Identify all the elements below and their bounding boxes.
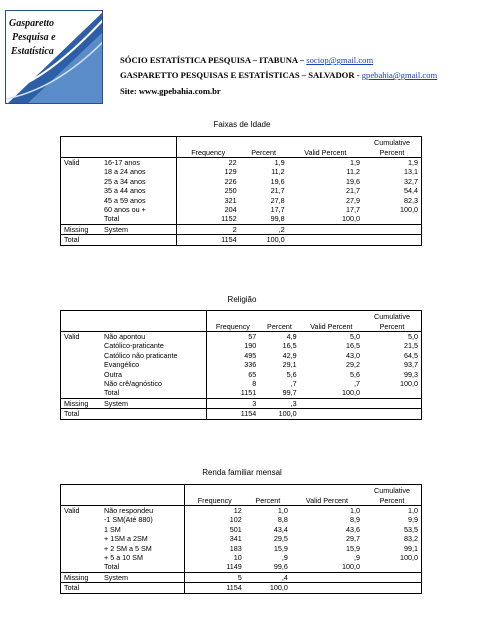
- table-cell: 100,0: [342, 388, 360, 398]
- table-cell: Valid: [64, 332, 80, 341]
- table-cell: 501: [184, 525, 245, 534]
- table-cell: 1,0: [408, 506, 418, 515]
- table-cell: [288, 224, 363, 234]
- table-cell: 99,8: [270, 214, 285, 224]
- table-cell: 29,5: [273, 534, 288, 544]
- table-row: [61, 379, 422, 388]
- table-row: [61, 186, 422, 195]
- table-cell: 100,0: [259, 409, 299, 419]
- table-row: [61, 205, 422, 214]
- table-cell: 11,2: [346, 167, 360, 177]
- table-row: [61, 214, 422, 224]
- table-cell: [363, 562, 422, 572]
- table-row: [61, 167, 422, 176]
- column-header: Percent: [259, 311, 299, 332]
- table-title-religiao: Religião: [227, 295, 257, 304]
- table-cell: [363, 572, 422, 582]
- table-cell: 1154: [184, 583, 245, 593]
- table-idade: [60, 136, 422, 246]
- table-cell: Não apontou: [104, 332, 146, 341]
- header-email-1[interactable]: sociop@gmail.com: [306, 55, 374, 65]
- table-cell: [101, 583, 184, 593]
- table-row: [61, 235, 422, 245]
- column-header: Percent: [245, 485, 291, 506]
- logo-line3: Estatística: [11, 46, 54, 57]
- table-cell: 226: [176, 177, 239, 186]
- table-cell: [291, 583, 363, 593]
- table-cell: [61, 525, 102, 534]
- table-cell: 15,9: [346, 543, 360, 553]
- table-row: [61, 553, 422, 562]
- table-cell: [101, 235, 176, 245]
- table-cell: 100,0: [400, 379, 418, 389]
- table-cell: 99,6: [273, 562, 288, 572]
- table-cell: 17,7: [346, 205, 360, 215]
- table-cell: Não respondeu: [104, 506, 154, 515]
- table-cell: [300, 409, 363, 419]
- table-cell: 29,7: [346, 534, 360, 544]
- table-cell: 11,2: [271, 167, 285, 177]
- table-cell: 3: [206, 398, 259, 408]
- table-cell: 93,7: [404, 360, 418, 370]
- table-cell: 16-17 anos: [104, 158, 140, 167]
- table-cell: + 1SM a 2SM: [104, 534, 148, 544]
- column-header: Percent: [240, 137, 288, 158]
- table-cell: [61, 214, 102, 224]
- table-cell: 21,5: [404, 341, 418, 351]
- header-blank: [61, 137, 177, 158]
- table-cell: [363, 224, 422, 234]
- table-cell: [300, 398, 363, 408]
- table-cell: [363, 583, 422, 593]
- table-cell: ,3: [259, 398, 299, 408]
- table-cell: [288, 235, 363, 245]
- table-cell: [101, 409, 206, 419]
- table-cell: 129: [176, 167, 239, 176]
- table-row: [61, 506, 422, 516]
- table-cell: 16,5: [282, 341, 297, 351]
- table-cell: [363, 388, 422, 398]
- table-row: [61, 370, 422, 379]
- table-cell: [61, 167, 102, 176]
- table-cell: 29,2: [346, 360, 360, 370]
- table-row: [61, 544, 422, 553]
- header-blank: [61, 311, 207, 332]
- table-cell: Católico-praticante: [104, 341, 164, 351]
- table-cell: 190: [206, 341, 259, 350]
- table-cell: Total: [104, 214, 120, 224]
- column-header: Cumulative Percent: [363, 137, 422, 158]
- table-cell: [61, 196, 102, 205]
- table-cell: 21,7: [346, 186, 360, 196]
- table-cell: [363, 409, 422, 419]
- table-row: [61, 562, 422, 572]
- table-cell: 17,7: [270, 205, 285, 215]
- table-cell: 29,1: [282, 360, 297, 370]
- table-cell: 82,3: [404, 195, 418, 205]
- table-cell: 19,6: [346, 176, 360, 186]
- table-cell: System: [101, 572, 184, 582]
- table-cell: 495: [206, 351, 259, 360]
- table-cell: [363, 398, 422, 408]
- table-cell: [61, 544, 102, 553]
- table-cell: ,2: [240, 224, 288, 234]
- table-cell: Total: [104, 388, 120, 398]
- column-header: Frequency: [184, 485, 245, 506]
- table-cell: 99,7: [282, 388, 297, 398]
- table-cell: 18 a 24 anos: [104, 167, 146, 177]
- column-header: Frequency: [206, 311, 259, 332]
- table-cell: 204: [176, 205, 239, 214]
- table-cell: 100,0: [240, 235, 288, 245]
- table-cell: 65: [206, 370, 259, 379]
- table-cell: ,9: [354, 553, 360, 563]
- table-cell: ,7: [290, 379, 297, 389]
- table-cell: 43,0: [346, 350, 360, 360]
- table-cell: 100,0: [245, 583, 291, 593]
- table-row: [61, 177, 422, 186]
- header-line2-text: GASPARETTO PESQUISAS E ESTATÍSTICAS – SALVADOR -: [120, 70, 360, 80]
- table-cell: 100,0: [400, 205, 418, 215]
- table-cell: Outra: [104, 369, 122, 379]
- table-cell: 5: [184, 572, 245, 582]
- table-cell: 2: [176, 224, 239, 234]
- table-cell: 10: [184, 553, 245, 562]
- table-row: [61, 583, 422, 593]
- table-cell: 1152: [176, 214, 239, 224]
- table-cell: 21,7: [270, 186, 285, 196]
- table-cell: 1154: [176, 235, 239, 245]
- table-cell: [61, 370, 102, 379]
- table-cell: [363, 214, 422, 224]
- header-blank: [61, 485, 185, 506]
- table-cell: 1,9: [408, 158, 418, 167]
- table-cell: 1151: [206, 388, 259, 398]
- table-header-row: [61, 137, 422, 158]
- table-religiao: [60, 310, 422, 420]
- table-row: [61, 341, 422, 350]
- table-cell: 8,9: [350, 515, 360, 525]
- table-cell: 5,6: [350, 369, 360, 379]
- table-cell: Total: [61, 235, 102, 245]
- table-cell: 321: [176, 196, 239, 205]
- table-cell: 100,0: [342, 562, 360, 572]
- header-line1-text: SÓCIO ESTATÍSTICA PESQUISA – ITABUNA –: [120, 55, 305, 65]
- table-cell: 8: [206, 379, 259, 388]
- table-cell: 4,9: [286, 332, 297, 341]
- company-logo: [5, 10, 103, 104]
- table-cell: 27,9: [346, 195, 360, 205]
- table-row: [61, 409, 422, 419]
- table-cell: 60 anos ou +: [104, 205, 146, 215]
- column-header: Cumulative Percent: [363, 311, 422, 332]
- table-cell: 42,9: [282, 350, 297, 360]
- table-row: [61, 332, 422, 342]
- table-cell: Católico não praticante: [104, 350, 178, 360]
- table-cell: 19,6: [270, 176, 285, 186]
- table-cell: [363, 235, 422, 245]
- table-cell: [61, 360, 102, 369]
- table-cell: 1,9: [274, 158, 285, 167]
- column-header: Valid Percent: [300, 311, 363, 332]
- table-cell: [61, 515, 102, 524]
- table-row: [61, 534, 422, 543]
- table-cell: Não crê/agnóstico: [104, 379, 162, 389]
- table-cell: Total: [104, 562, 120, 572]
- table-cell: 22: [176, 158, 239, 168]
- table-renda: [60, 484, 422, 594]
- table-cell: 336: [206, 360, 259, 369]
- table-cell: 100,0: [400, 553, 418, 563]
- header-email-2[interactable]: gpebahia@gmail.com: [361, 70, 438, 80]
- table-cell: 5,0: [350, 332, 360, 341]
- table-cell: 54,4: [404, 186, 418, 196]
- table-cell: Total: [61, 583, 102, 593]
- table-cell: [61, 186, 102, 195]
- table-cell: ,9: [281, 553, 288, 563]
- table-cell: 250: [176, 186, 239, 195]
- table-cell: 5,0: [408, 332, 418, 341]
- table-cell: 16,5: [346, 341, 360, 351]
- table-cell: 57: [206, 332, 259, 342]
- table-cell: 341: [184, 534, 245, 543]
- table-cell: 9,9: [408, 515, 418, 525]
- table-row: [61, 360, 422, 369]
- table-cell: [61, 553, 102, 562]
- table-header-row: [61, 485, 422, 506]
- table-cell: 53,5: [404, 524, 418, 534]
- table-cell: [61, 534, 102, 543]
- table-cell: Evangélico: [104, 360, 140, 370]
- header-site[interactable]: Site: www.gpebahia.com.br: [120, 86, 221, 96]
- table-row: [61, 398, 422, 408]
- table-cell: 1154: [206, 409, 259, 419]
- table-row: [61, 224, 422, 234]
- table-cell: 43,4: [273, 524, 288, 534]
- table-cell: System: [101, 398, 206, 408]
- table-cell: 99,1: [404, 543, 418, 553]
- table-cell: 1,9: [350, 158, 360, 167]
- table-cell: 64,5: [404, 350, 418, 360]
- table-cell: 35 a 44 anos: [104, 186, 146, 196]
- table-cell: 43,6: [346, 524, 360, 534]
- table-row: [61, 525, 422, 534]
- table-cell: 1,0: [277, 506, 288, 515]
- table-title-idade: Faixas de Idade: [213, 120, 271, 129]
- table-cell: 12: [184, 506, 245, 516]
- table-row: [61, 515, 422, 524]
- table-cell: 5,6: [286, 369, 297, 379]
- table-cell: 8,8: [277, 515, 288, 525]
- table-cell: System: [101, 224, 176, 234]
- table-cell: 99,3: [404, 369, 418, 379]
- header-line1: [120, 55, 373, 66]
- table-cell: 32,7: [404, 176, 418, 186]
- table-cell: Total: [61, 409, 102, 419]
- table-row: [61, 351, 422, 360]
- logo-line2: Pesquisa e: [12, 32, 56, 43]
- table-row: [61, 572, 422, 582]
- header-line2: [120, 70, 437, 81]
- table-cell: + 2 SM a 5 SM: [104, 543, 152, 553]
- logo-line1: Gasparetto: [9, 18, 54, 29]
- table-cell: Valid: [64, 158, 80, 167]
- table-cell: [61, 562, 102, 572]
- table-cell: Missing: [61, 224, 102, 234]
- table-cell: ,4: [245, 572, 291, 582]
- table-cell: 102: [184, 515, 245, 524]
- table-cell: Valid: [64, 506, 80, 515]
- table-cell: 15,9: [273, 543, 288, 553]
- table-cell: [291, 572, 363, 582]
- table-header-row: [61, 311, 422, 332]
- table-cell: [61, 177, 102, 186]
- table-cell: [61, 205, 102, 214]
- table-cell: 1,0: [350, 506, 360, 515]
- table-cell: -1 SM(Até 880): [104, 515, 153, 525]
- table-cell: 100,0: [342, 214, 360, 224]
- table-row: [61, 196, 422, 205]
- table-cell: [61, 351, 102, 360]
- table-cell: 45 a 59 anos: [104, 195, 146, 205]
- table-cell: 83,2: [404, 534, 418, 544]
- table-cell: + 5 a 10 SM: [104, 553, 143, 563]
- table-cell: [61, 341, 102, 350]
- table-cell: Missing: [61, 398, 102, 408]
- table-cell: ,7: [354, 379, 360, 389]
- table-cell: 27,8: [270, 195, 285, 205]
- table-cell: Missing: [61, 572, 102, 582]
- column-header: Valid Percent: [291, 485, 363, 506]
- column-header: Valid Percent: [288, 137, 363, 158]
- table-row: [61, 388, 422, 398]
- table-cell: 1 SM: [104, 524, 121, 534]
- table-cell: 25 a 34 anos: [104, 176, 146, 186]
- table-cell: [61, 379, 102, 388]
- table-title-renda: Renda familiar mensal: [202, 468, 282, 477]
- table-row: [61, 158, 422, 168]
- column-header: Frequency: [176, 137, 239, 158]
- table-cell: 183: [184, 544, 245, 553]
- table-cell: 13,1: [404, 167, 418, 177]
- table-cell: 1149: [184, 562, 245, 572]
- table-cell: [61, 388, 102, 398]
- column-header: Cumulative Percent: [363, 485, 422, 506]
